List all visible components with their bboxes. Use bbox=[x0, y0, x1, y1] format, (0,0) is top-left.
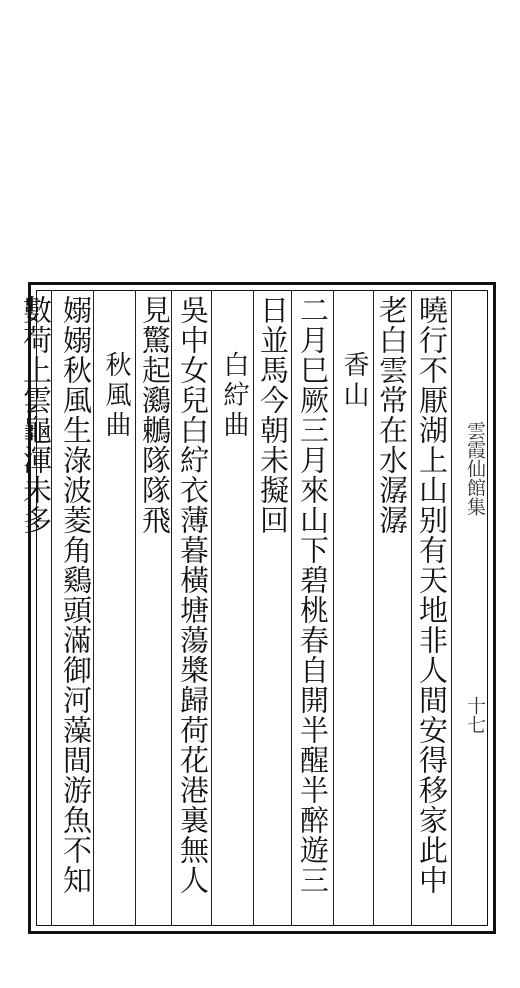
page-frame bbox=[19, 282, 496, 934]
column-rule bbox=[451, 291, 452, 925]
text-column-2: 老白雲常在水潺潺 bbox=[375, 295, 409, 535]
section-title-baizhuqu: 白紵曲 bbox=[219, 351, 249, 441]
text-column-8: 見驚起鸂鶒隊隊飛 bbox=[138, 295, 172, 535]
text-column-7: 吳中女兒白紵衣薄暮橫塘蕩槳歸荷花港裏無人 bbox=[176, 295, 210, 895]
text-column-4: 二月巳厥三月來山下碧桃春自開半醒半醉遊三 bbox=[296, 295, 330, 895]
column-rule bbox=[333, 291, 334, 925]
section-title-xiangshan: 香山 bbox=[339, 351, 369, 411]
section-title-qiufengqu: 秋風曲 bbox=[101, 351, 131, 441]
text-column-11: 數荷上雲龜渾未多 bbox=[19, 295, 53, 535]
column-rule bbox=[411, 291, 412, 925]
text-column-5: 日並馬今朝未擬回 bbox=[256, 295, 290, 535]
banxin-page-number: 十七 bbox=[464, 696, 486, 734]
banxin-title: 雲霞仙館集 bbox=[464, 421, 486, 516]
inner-frame bbox=[19, 290, 488, 926]
text-column-1: 曉行不厭湖上山别有天地非人間安得移家此中 bbox=[415, 295, 449, 895]
text-column-10: 嫋嫋秋風生淥波菱角鷄頭滿御河藻間游魚不知 bbox=[59, 295, 93, 895]
